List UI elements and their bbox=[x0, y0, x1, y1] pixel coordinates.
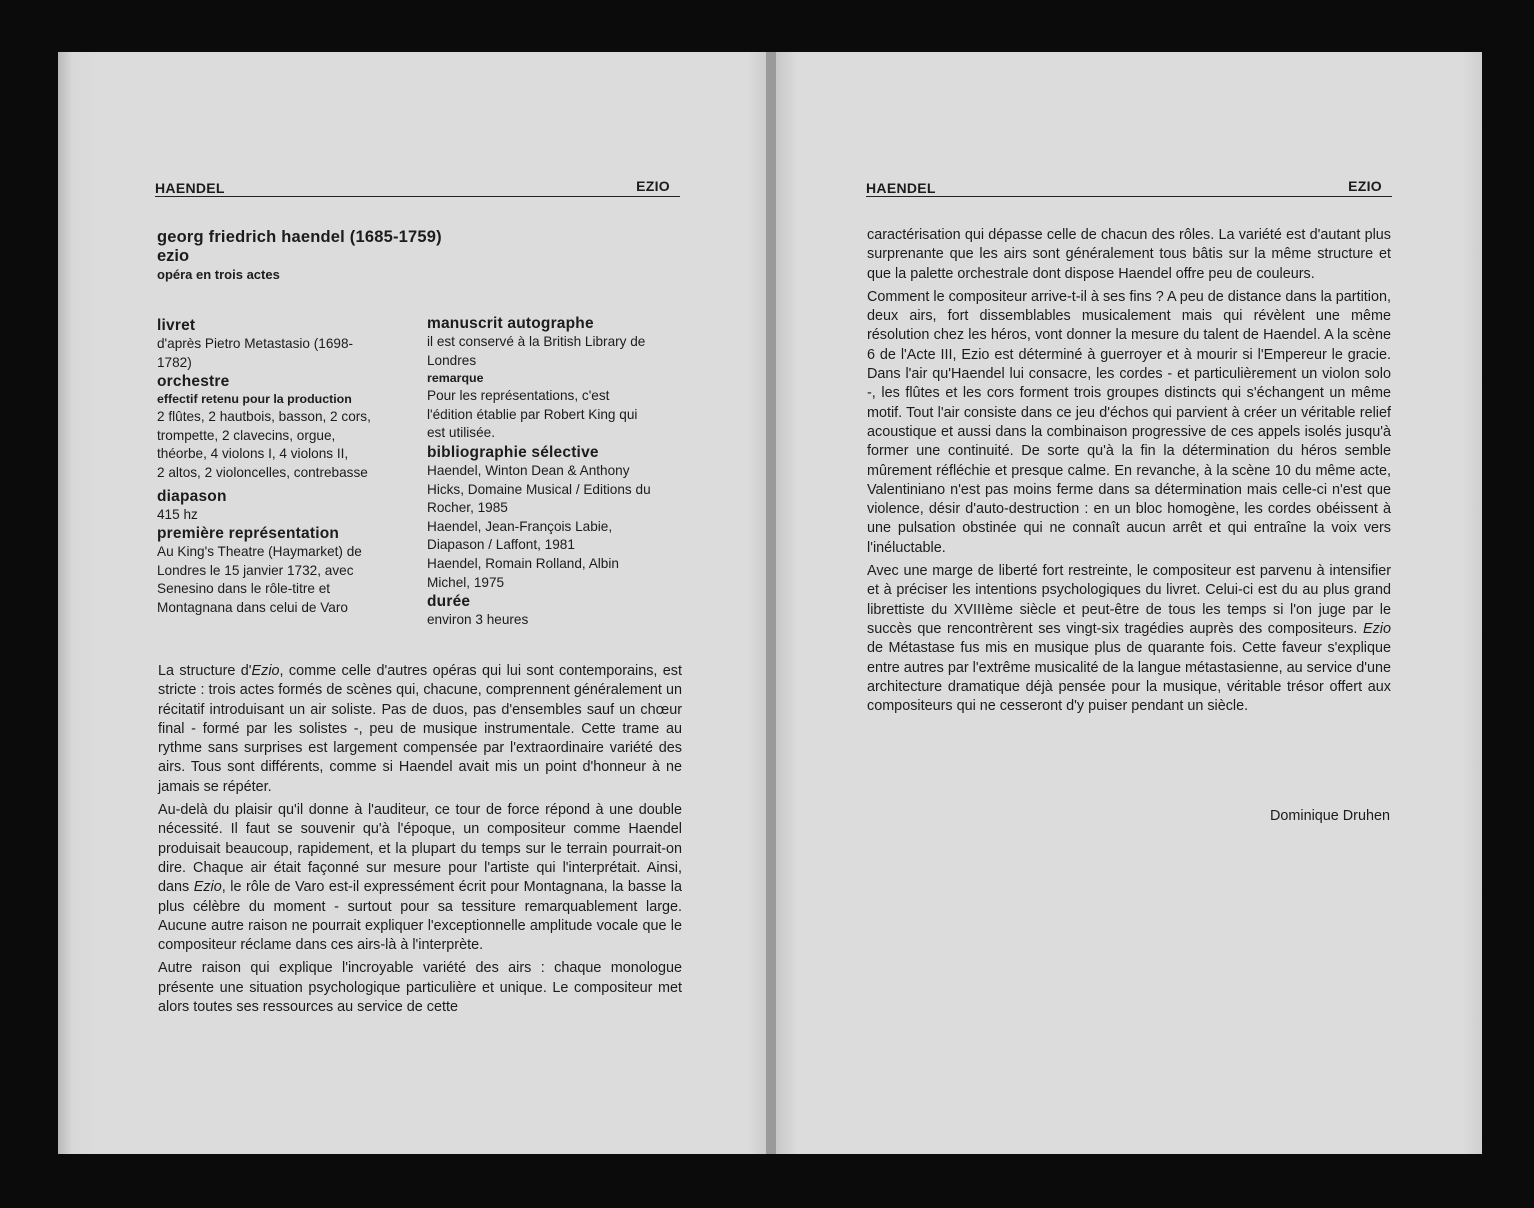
text-run: Avec une marge de liberté fort restreinte, le compositeur est parvenu à intensifier et à préciser les intentions psychologiques du livret. Celui-ci est du au plus grand librettiste du XVIIIème siècle et peut-être de tous les temps si l'on juge par le succès que rencontrèrent ses vingt-six tragédies auprès des compositeurs. bbox=[867, 563, 1391, 637]
text-run: Au-delà du plaisir qu'il donne à l'auditeur, ce tour de force répond à une double nécessité. Il faut se souvenir qu'à l'époque, un compositeur comme Haendel produisait beaucoup, rapidement, et la plupart du temps sur le terrain pourrait-on dire. Chaque air était façonné sur mesure pour l'artiste qui l'interprétait. Ainsi, dans bbox=[158, 802, 682, 896]
remarque-line: l'édition établie par Robert King qui bbox=[427, 406, 638, 422]
paragraph: caractérisation qui dépasse celle de chacun des rôles. La variété est d'autant plus surprenante que les airs sont généralement tous bâtis sur la même structure et que la palette orchestrale dont dispose Haendel offre peu de couleurs. bbox=[867, 227, 1391, 282]
orchestre-line: trompette, 2 clavecins, orgue, bbox=[157, 427, 336, 443]
paragraph: Autre raison qui explique l'incroyable variété des airs : chaque monologue présente une situation psychologique particulière et unique. Le compositeur met alors toutes ses ressources au service de cette bbox=[158, 960, 682, 1016]
text-run: de Métastase fus mis en musique plus de quarante fois. Cette faveur s'explique entre autres par l'extrême musicalité de la langue métastasienne, au service d'une architecture dramatique déjà pensée pour la musique, véritable trésor offert aux compositeurs qui ne cesseront d'y puiser pendant un siècle. bbox=[867, 640, 1391, 715]
right-header-work: EZIO bbox=[1348, 178, 1382, 194]
paragraph bbox=[158, 801, 682, 955]
remarque-line: Pour les représentations, c'est bbox=[427, 388, 610, 404]
premiere-line: Au King's Theatre (Haymarket) de bbox=[157, 544, 362, 560]
livret-line: d'après Pietro Metastasio (1698- bbox=[157, 336, 354, 351]
bibliographie-line: Haendel, Romain Rolland, Albin bbox=[427, 555, 619, 571]
duree-value: environ 3 heures bbox=[427, 612, 529, 628]
info-column-left bbox=[157, 316, 405, 618]
work-subtitle: opéra en trois actes bbox=[157, 267, 280, 282]
text-run: La structure d' bbox=[158, 663, 252, 679]
left-body-text bbox=[158, 662, 682, 1021]
bibliographie-line: Haendel, Winton Dean & Anthony bbox=[427, 462, 630, 478]
bibliographie-heading: bibliographie sélective bbox=[427, 443, 599, 461]
bibliographie-line: Hicks, Domaine Musical / Editions du bbox=[427, 481, 651, 497]
manuscrit-heading: manuscrit autographe bbox=[427, 315, 594, 332]
orchestre-line: théorbe, 4 violons I, 4 violons II, bbox=[157, 446, 349, 462]
premiere-heading: première représentation bbox=[157, 525, 340, 543]
premiere-line: Senesino dans le rôle-titre et bbox=[157, 581, 331, 597]
right-body-text bbox=[867, 226, 1391, 720]
left-header-composer: HAENDEL bbox=[155, 180, 225, 196]
orchestre-line: 2 flûtes, 2 hautbois, basson, 2 cors, bbox=[157, 409, 371, 425]
info-column-right bbox=[427, 314, 681, 630]
book-gutter bbox=[766, 52, 776, 1154]
italic-title: Ezio bbox=[193, 879, 222, 896]
orchestre-heading: orchestre bbox=[157, 373, 230, 391]
text-run: , le rôle de Varo est-il expressément écrit pour Montagnana, la basse la plus célèbre du moment - surtout pour sa tessiture remarquablement large. Aucune autre raison ne pourrait expliquer l'exceptionnelle amplitude vocale que le compositeur réclame dans ces airs-là à l'interprète. bbox=[158, 879, 682, 954]
bibliographie-line: Diapason / Laffont, 1981 bbox=[427, 537, 575, 553]
diapason-value: 415 hz bbox=[157, 506, 198, 522]
author-signature: Dominique Druhen bbox=[1270, 808, 1390, 824]
composer-title: georg friedrich haendel (1685-1759) bbox=[157, 228, 442, 246]
manuscrit-line: il est conservé à la British Library de bbox=[427, 334, 646, 349]
italic-title: Ezio bbox=[1363, 620, 1391, 637]
duree-heading: durée bbox=[427, 593, 471, 611]
text-run: , comme celle d'autres opéras qui lui sont contemporains, est stricte : trois actes formés de scènes qui, chacune, comprennent généralement un récitatif introduisant un air soliste. Pas de duos, pas d'ensembles sauf un chœur final - formé par les solistes -, peu de musique instrumentale. Cette trame au rythme sans surprises est largement compensée par l'extraordinaire variété des airs. Tous sont différents, comme si Haendel avait mis un point d'honneur à ne jamais se répéter. bbox=[158, 663, 682, 795]
bibliographie-line: Haendel, Jean-François Labie, bbox=[427, 518, 613, 534]
bibliographie-line: Michel, 1975 bbox=[427, 574, 505, 590]
italic-title: Ezio bbox=[251, 663, 280, 679]
remarque-subheading: remarque bbox=[427, 371, 484, 386]
orchestre-line: 2 altos, 2 violoncelles, contrebasse bbox=[157, 464, 368, 480]
livret-heading: livret bbox=[157, 317, 196, 334]
right-header-composer: HAENDEL bbox=[866, 180, 936, 196]
bibliographie-line: Rocher, 1985 bbox=[427, 500, 508, 516]
paragraph: Comment le compositeur arrive-t-il à ses fins ? A peu de distance dans la partition, deux airs, fort dissemblables musicalement mais qui révèlent une même résolution chez les héros, vont donner la mesure du talent de Haendel. A la scène 6 de l'Acte III, Ezio est déterminé à guerroyer et à mourir si l'Empereur le gracie. Dans l'air qu'Haendel lui consacre, les cordes - et particulièrement un violon solo -, les flûtes et les cors forment trois groupes distincts qui s'échangent un même motif. Tout l'air consiste dans ce jeu d'échos qui parvient à créer un véritable relief acoustique et aussi dans la combinaison progressive de ces appels isolés jusqu'à former une continuité. De sorte qu'à la fin la détermination du héros semble mûrement réfléchie et presque calme. En revanche, à la scène 10 du même acte, Valentiniano n'est pas moins ferme dans sa détermination mais celle-ci n'est que violence, désir d'auto-destruction : en un bloc homogène, les cordes obéissent à une pulsation obstinée qui ne connaît aucun arrêt et qui entraîne la voix vers l'inéluctable. bbox=[867, 288, 1391, 556]
diapason-heading: diapason bbox=[157, 487, 227, 505]
left-running-head bbox=[155, 178, 680, 197]
title-block bbox=[157, 228, 677, 283]
premiere-line: Londres le 15 janvier 1732, avec bbox=[157, 562, 354, 578]
paragraph bbox=[867, 562, 1391, 716]
livret-line: 1782) bbox=[157, 354, 192, 370]
manuscrit-line: Londres bbox=[427, 352, 477, 368]
right-running-head bbox=[866, 178, 1392, 197]
orchestre-subheading: effectif retenu pour la production bbox=[157, 392, 352, 407]
paragraph bbox=[158, 662, 682, 797]
left-header-work: EZIO bbox=[636, 178, 670, 194]
premiere-line: Montagnana dans celui de Varo bbox=[157, 599, 348, 615]
remarque-line: est utilisée. bbox=[427, 425, 496, 441]
work-title: ezio bbox=[157, 247, 190, 265]
